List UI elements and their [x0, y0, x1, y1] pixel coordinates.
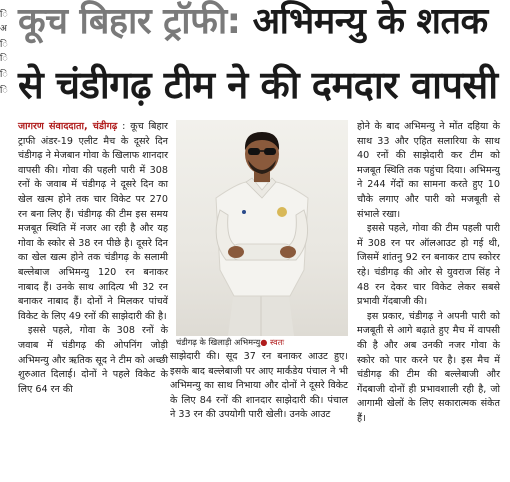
headline-separator: : — [226, 1, 241, 42]
strip-char: ि — [0, 10, 8, 20]
byline: जागरण संवाददाता, चंडीगढ़ — [18, 121, 118, 132]
article-paragraph: इससे पहले, गोवा की टीम पहली पारी में 308 रन पर ऑलआउट हो गई थी, जिसमें शांतनु 92 रन बनाकर टाप स्कोरर रहे। चंडीगढ़ की ओर से युवराज सिंह ने 48 रन देकर चार विकेट लेकर सबसे प्रभावी गेंदबाजी की। — [357, 223, 500, 308]
caption-text: चंडीगढ़ के खिलाड़ी अभिमन्यु — [176, 337, 261, 347]
cricketer-illustration — [176, 120, 348, 336]
photo-credit: ● स्वतः — [260, 337, 285, 347]
headline-line-2: से चंडीगढ़ टीम ने की दमदार वापसी — [18, 63, 498, 107]
article-paragraph: इस प्रकार, चंडीगढ़ ने अपनी पारी को मजबूती से आगे बढ़ाते हुए मैच में वापसी की है और अब उनकी नजर गोवा के स्कोर को पार करने पर है। इस मैच में चंडीगढ़ की टीम की बल्लेबाजी और गेंदबाजी दोनों ही प्रभावशाली रही है, जो आगामी खेलों के लिए सकारात्मक संकेत हैं। — [357, 310, 500, 424]
article-column-3 — [357, 120, 500, 426]
credit-text: स्वतः — [269, 337, 285, 347]
photo-caption — [176, 336, 348, 349]
headline-main: अभिमन्यु के शतक — [252, 1, 488, 42]
strip-char: अ — [0, 24, 7, 34]
strip-char: ि — [0, 70, 8, 80]
article-paragraph: साझेदारी की। सूद 37 रन बनाकर आउट हुए। इसके बाद बल्लेबाजी पर आए मार्कंडेय पंचाल ने भी अभिमन्यु का साथ निभाया और दोनों ने दूसरे विकेट के लिए 84 रनों की शानदार साझेदारी की। पंचाल ने 33 रन की उपयोगी पारी खेली। उनके आउट — [170, 351, 348, 421]
strip-char: ि — [0, 86, 8, 96]
strip-char: ि — [0, 40, 8, 50]
paragraph-text: : कूच बिहार ट्राफी अंडर-19 एलीट मैच के दूसरे दिन चंडीगढ़ ने मेजबान गोवा के खिलाफ शानदार वापसी की। गोवा की पहली पारी में 308 रनों के जवाब में चंडीगढ़ ने दूसरे दिन का खेल खत्म होने तक चार विकेट पर 270 रन बना लिए हैं। चंडीगढ़ की टीम इस समय मजबूत स्थिति में नजर आ रही है और यह गोवा के स्कोर से 38 रन पीछे है। दूसरे दिन का खेल खत्म होने तक चंडीगढ़ के सलामी बल्लेबाज अभिमन्यु 120 रन बनाकर नाबाद हैं। उनके साथ आदित्य भी 32 रन बनाकर नाबाद हैं। दोनों ने मिलकर पांचवें विकेट के लिए 49 रनों की साझेदारी की है। — [18, 121, 168, 322]
left-edge-strip — [0, 0, 10, 482]
article-paragraph: इससे पहले, गोवा के 308 रनों के जवाब में चंडीगढ़ की ओपनिंग जोड़ी अभिमन्यु और ऋतिक सूद ने टीम को अच्छी शुरुआत दिलाई। दोनों ने पहले विकेट के लिए 64 रन की — [18, 325, 168, 395]
article-column-1 — [18, 120, 168, 397]
player-photo — [176, 120, 348, 336]
strip-char: ि — [0, 54, 8, 64]
article-paragraph — [18, 120, 168, 324]
article-column-2 — [170, 350, 348, 423]
headline-line-1 — [18, 1, 488, 42]
headline-lead: कूच बिहार ट्रॉफी — [18, 1, 227, 42]
article-paragraph: होने के बाद अभिमन्यु ने मोंत दहिया के साथ 33 और एहित सलारिया के साथ 40 रनों की साझेदारी कर टीम को मजबूत स्थिति तक पहुंचा दिया। अभिमन्यु ने 244 गेंदों का सामना करते हुए 10 चौके लगाए और पारी को मजबूती से संभाले रखा। — [357, 121, 500, 220]
